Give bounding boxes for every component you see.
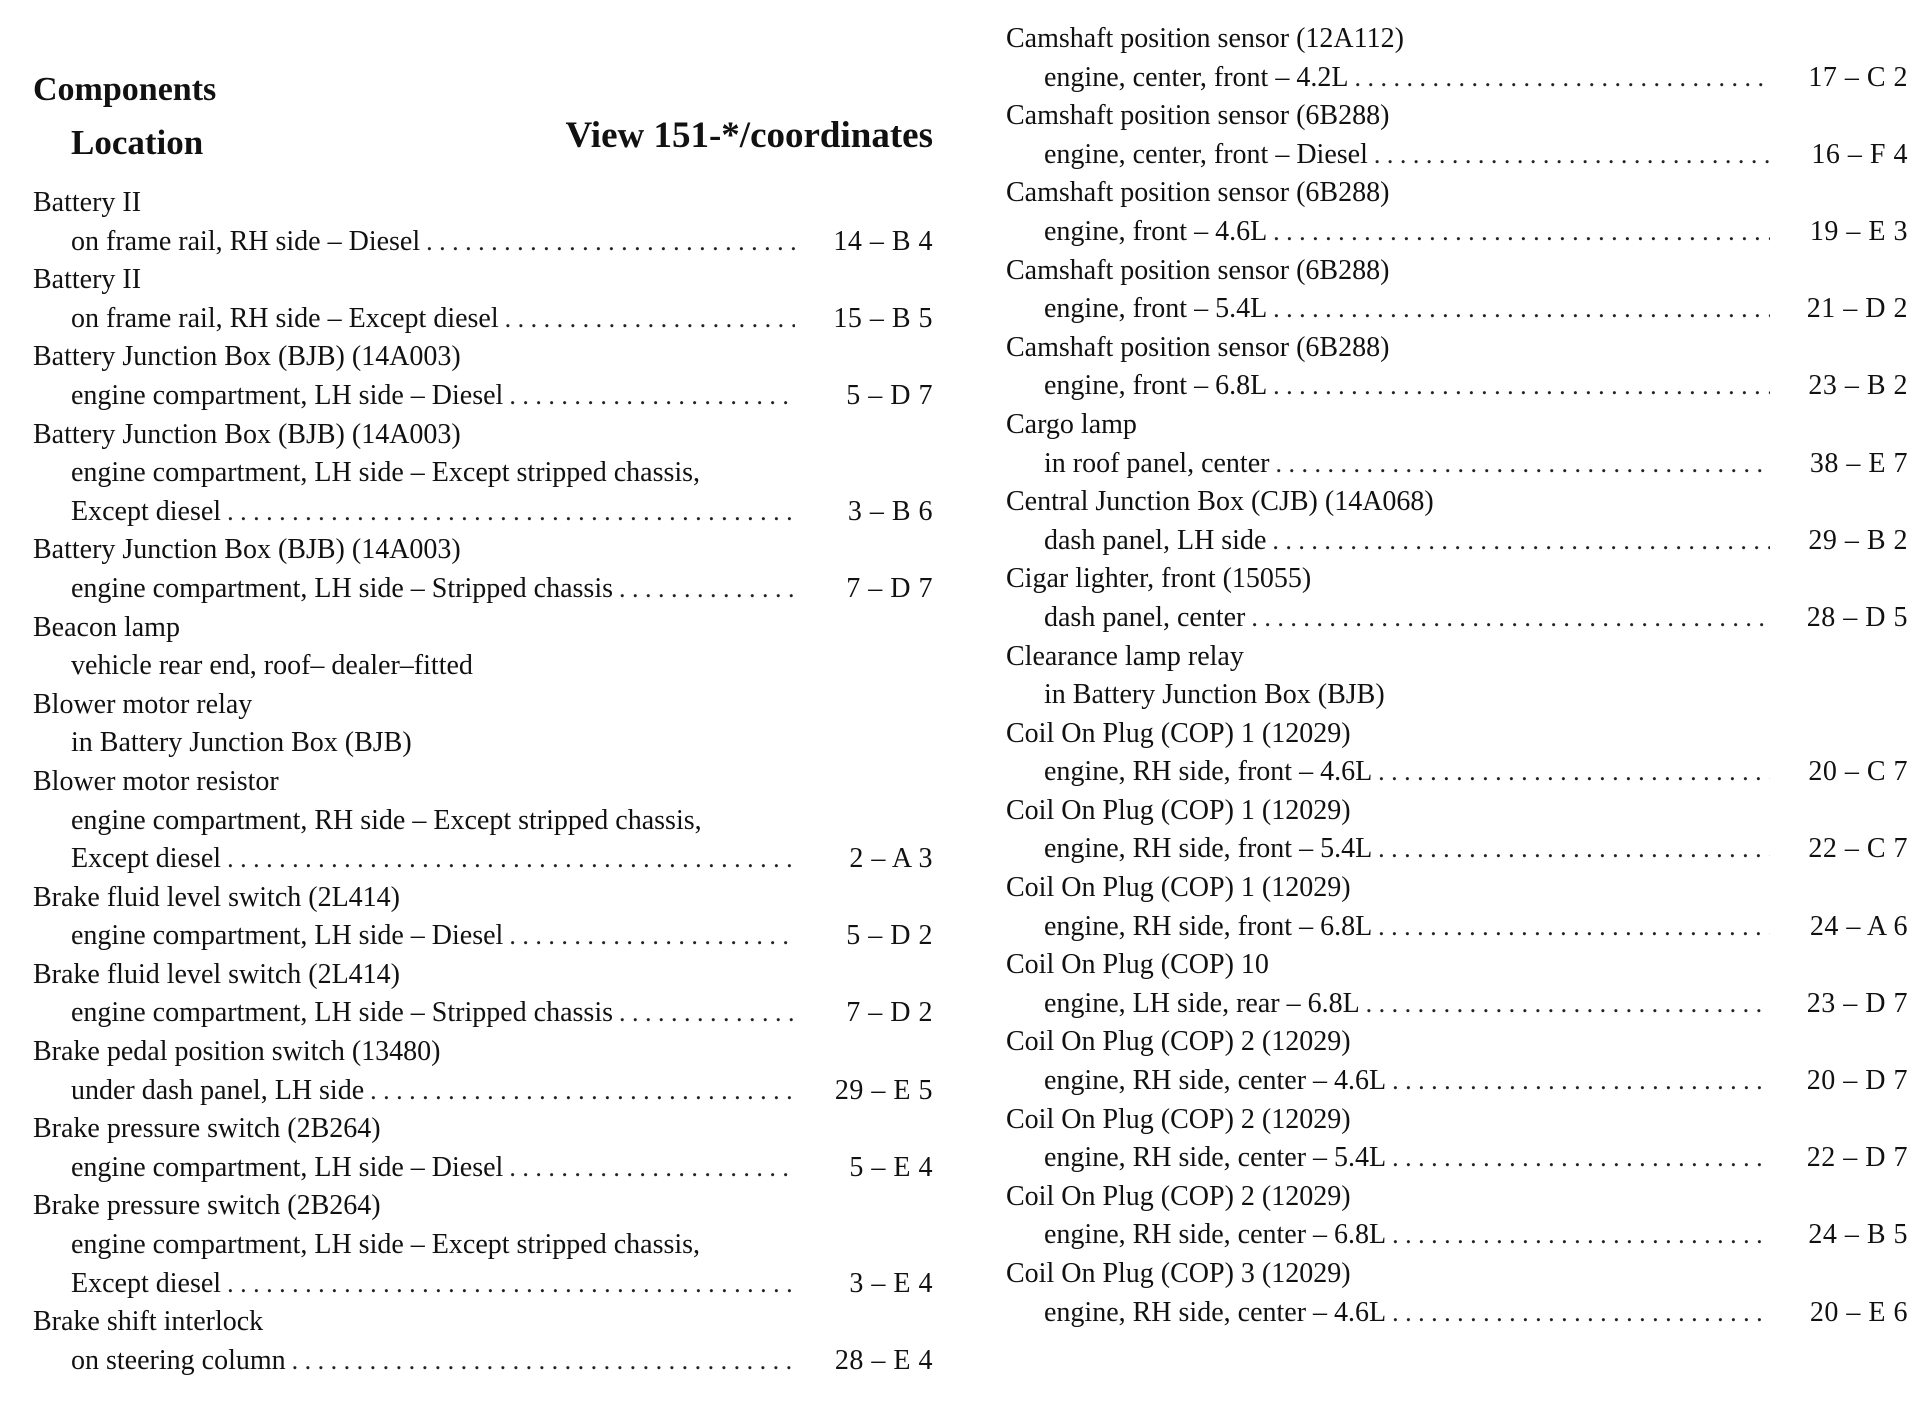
location-text: engine, LH side, rear – 6.8L xyxy=(1044,987,1360,1019)
view-coordinate: 28 – E 4 xyxy=(834,1344,933,1376)
location-text: engine, front – 6.8L xyxy=(1044,370,1268,402)
view-coordinate: 20 – C 7 xyxy=(1808,756,1908,788)
location-text: Except diesel xyxy=(71,1267,222,1299)
dot-leader xyxy=(292,1342,795,1381)
dot-leader xyxy=(227,1265,795,1304)
dot-leader xyxy=(1374,136,1770,175)
location-text: engine, RH side, center – 6.8L xyxy=(1044,1219,1387,1251)
dot-leader xyxy=(1378,830,1770,869)
location-line xyxy=(33,917,933,956)
index-entry xyxy=(1006,869,1908,946)
view-coordinate: 14 – B 4 xyxy=(833,225,933,257)
dot-leader xyxy=(227,493,795,532)
component-name: Coil On Plug (COP) 2 (12029) xyxy=(1006,1026,1351,1058)
location-line xyxy=(33,994,933,1033)
section-title: Components xyxy=(33,71,217,108)
view-coordinate: 15 – B 5 xyxy=(833,302,933,334)
view-coordinate: 3 – B 6 xyxy=(847,495,933,527)
view-coordinate: 5 – D 7 xyxy=(846,379,933,411)
dot-leader xyxy=(505,300,795,339)
location-text: engine, RH side, center – 4.6L xyxy=(1044,1296,1387,1328)
component-name: Camshaft position sensor (6B288) xyxy=(1006,331,1390,363)
location-line xyxy=(1006,1216,1908,1255)
component-name: Brake pedal position switch (13480) xyxy=(33,1036,441,1068)
view-coordinate: 2 – A 3 xyxy=(849,843,933,875)
dot-leader xyxy=(370,1072,795,1111)
view-coordinate: 3 – E 4 xyxy=(849,1267,933,1299)
component-name: Blower motor relay xyxy=(33,688,253,720)
dot-leader xyxy=(1273,367,1770,406)
view-coordinate: 5 – E 4 xyxy=(849,1151,933,1183)
component-name: Coil On Plug (COP) 2 (12029) xyxy=(1006,1180,1351,1212)
component-name: Coil On Plug (COP) 10 xyxy=(1006,949,1269,981)
index-entry xyxy=(1006,1178,1908,1255)
right-entry-list xyxy=(1006,20,1908,1332)
location-text: on steering column xyxy=(71,1344,286,1376)
component-name: Battery Junction Box (BJB) (14A003) xyxy=(33,341,461,373)
index-entry xyxy=(1006,792,1908,869)
location-line xyxy=(33,1265,933,1304)
view-coordinate: 20 – D 7 xyxy=(1806,1065,1908,1097)
dot-leader xyxy=(1272,522,1770,561)
view-coordinate: 24 – B 5 xyxy=(1808,1219,1908,1251)
index-entry xyxy=(1006,1255,1908,1332)
component-name: Battery II xyxy=(33,187,142,218)
location-line xyxy=(1006,445,1908,484)
view-coordinate: 24 – A 6 xyxy=(1809,910,1908,942)
index-entry xyxy=(1006,1101,1908,1178)
location-line xyxy=(1006,290,1908,329)
location-line xyxy=(33,1342,933,1381)
location-text: on frame rail, RH side – Diesel xyxy=(71,225,421,257)
location-line xyxy=(1006,753,1908,792)
component-name: Coil On Plug (COP) 1 (12029) xyxy=(1006,794,1351,826)
location-text: Except diesel xyxy=(71,843,222,875)
component-name: Coil On Plug (COP) 1 (12029) xyxy=(1006,872,1351,904)
index-entry xyxy=(33,338,933,415)
view-coordinates-heading: View 151-*/coordinates xyxy=(565,115,933,156)
location-text: engine compartment, LH side – Diesel xyxy=(71,379,504,411)
index-entry xyxy=(33,686,933,763)
view-coordinate: 17 – C 2 xyxy=(1808,61,1908,93)
dot-leader xyxy=(509,1149,795,1188)
component-name: Coil On Plug (COP) 1 (12029) xyxy=(1006,717,1351,749)
view-coordinate: 16 – F 4 xyxy=(1811,138,1908,170)
location-line xyxy=(1006,1062,1908,1101)
dot-leader xyxy=(1273,290,1770,329)
location-text: engine, RH side, center – 4.6L xyxy=(1044,1065,1387,1097)
index-entry xyxy=(1006,715,1908,792)
component-name: Battery II xyxy=(33,264,142,296)
location-line xyxy=(1006,599,1908,638)
index-entry xyxy=(33,1033,933,1110)
location-text: engine compartment, LH side – Diesel xyxy=(71,920,504,952)
index-entry xyxy=(33,1303,933,1380)
location-line: in Battery Junction Box (BJB) xyxy=(71,727,412,759)
index-entry xyxy=(1006,1023,1908,1100)
location-text: engine compartment, LH side – Stripped chassis xyxy=(71,572,613,604)
location-text: engine, center, front – Diesel xyxy=(1044,138,1368,170)
index-entry xyxy=(1006,406,1908,483)
view-coordinate: 7 – D 7 xyxy=(846,572,933,604)
location-heading: Location xyxy=(71,123,204,162)
location-line xyxy=(33,570,933,609)
component-name: Brake fluid level switch (2L414) xyxy=(33,958,401,990)
view-coordinate: 19 – E 3 xyxy=(1809,215,1908,247)
index-entry xyxy=(33,261,933,338)
index-entry xyxy=(1006,252,1908,329)
location-text: engine, RH side, front – 6.8L xyxy=(1044,910,1373,942)
location-text: engine, center, front – 4.2L xyxy=(1044,61,1349,93)
index-entry xyxy=(1006,20,1908,97)
location-text: under dash panel, LH side xyxy=(71,1074,365,1106)
dot-leader xyxy=(1251,599,1770,638)
location-line xyxy=(1006,908,1908,947)
view-coordinate: 28 – D 5 xyxy=(1806,601,1908,633)
component-name: Camshaft position sensor (12A112) xyxy=(1006,23,1404,54)
view-coordinate: 7 – D 2 xyxy=(846,997,933,1029)
index-entry xyxy=(1006,174,1908,251)
component-name: Camshaft position sensor (6B288) xyxy=(1006,100,1390,132)
location-text: engine, front – 5.4L xyxy=(1044,293,1268,325)
index-entry xyxy=(1006,560,1908,637)
component-name: Brake fluid level switch (2L414) xyxy=(33,881,401,913)
location-line: engine compartment, LH side – Except stripped chassis, xyxy=(71,457,701,489)
location-line: engine compartment, LH side – Except stripped chassis, xyxy=(71,1229,701,1261)
dot-leader xyxy=(509,377,795,416)
index-entry xyxy=(1006,483,1908,560)
view-coordinate: 38 – E 7 xyxy=(1809,447,1908,479)
view-coordinate: 22 – D 7 xyxy=(1806,1142,1908,1174)
component-name: Central Junction Box (CJB) (14A068) xyxy=(1006,486,1434,518)
view-coordinate: 23 – D 7 xyxy=(1806,987,1908,1019)
component-name: Coil On Plug (COP) 2 (12029) xyxy=(1006,1103,1351,1135)
view-coordinate: 21 – D 2 xyxy=(1806,293,1908,325)
dot-leader xyxy=(1392,1216,1770,1255)
component-name: Camshaft position sensor (6B288) xyxy=(1006,254,1390,286)
index-entry xyxy=(1006,329,1908,406)
component-name: Blower motor resistor xyxy=(33,765,279,797)
location-line xyxy=(1006,367,1908,406)
location-text: Except diesel xyxy=(71,495,222,527)
location-line: in Battery Junction Box (BJB) xyxy=(1044,679,1385,711)
component-name: Cigar lighter, front (15055) xyxy=(1006,563,1312,595)
dot-leader xyxy=(1354,59,1770,98)
dot-leader xyxy=(1273,213,1770,252)
location-text: dash panel, LH side xyxy=(1044,524,1267,556)
dot-leader xyxy=(1392,1062,1770,1101)
dot-leader xyxy=(509,917,795,956)
component-name: Battery Junction Box (BJB) (14A003) xyxy=(33,418,461,450)
location-text: on frame rail, RH side – Except diesel xyxy=(71,302,499,334)
view-coordinate: 5 – D 2 xyxy=(846,920,933,952)
location-line xyxy=(33,493,933,532)
location-text: engine, RH side, front – 4.6L xyxy=(1044,756,1373,788)
location-line xyxy=(1006,985,1908,1024)
location-line xyxy=(33,223,933,262)
dot-leader xyxy=(1392,1139,1770,1178)
location-text: engine compartment, LH side – Stripped chassis xyxy=(71,997,613,1029)
location-line xyxy=(33,377,933,416)
location-line xyxy=(33,1149,933,1188)
index-entry xyxy=(1006,97,1908,174)
component-name: Camshaft position sensor (6B288) xyxy=(1006,177,1390,209)
view-coordinate: 22 – C 7 xyxy=(1808,833,1908,865)
location-line xyxy=(1006,1139,1908,1178)
location-line xyxy=(1006,1294,1908,1333)
location-line xyxy=(33,1072,933,1111)
index-entry xyxy=(33,1110,933,1187)
location-line xyxy=(33,840,933,879)
index-entry xyxy=(33,531,933,608)
dot-leader xyxy=(619,994,795,1033)
dot-leader xyxy=(426,223,795,262)
component-name: Beacon lamp xyxy=(33,611,180,643)
index-entry xyxy=(1006,946,1908,1023)
index-entry xyxy=(33,609,933,686)
location-line xyxy=(1006,136,1908,175)
index-entry xyxy=(33,763,933,879)
view-coordinate: 29 – B 2 xyxy=(1808,524,1908,556)
location-text: in roof panel, center xyxy=(1044,447,1270,479)
location-line xyxy=(1006,522,1908,561)
index-entry xyxy=(33,956,933,1033)
index-entry xyxy=(33,184,933,261)
index-entry xyxy=(33,879,933,956)
component-name: Battery Junction Box (BJB) (14A003) xyxy=(33,534,461,566)
location-text: engine, RH side, front – 5.4L xyxy=(1044,833,1373,865)
component-name: Clearance lamp relay xyxy=(1006,640,1244,672)
location-text: engine, front – 4.6L xyxy=(1044,215,1268,247)
dot-leader xyxy=(1392,1294,1770,1333)
component-name: Brake pressure switch (2B264) xyxy=(33,1113,381,1145)
component-name: Brake pressure switch (2B264) xyxy=(33,1190,381,1222)
location-text: dash panel, center xyxy=(1044,601,1246,633)
index-entry xyxy=(33,1187,933,1303)
location-line xyxy=(33,300,933,339)
index-entry xyxy=(33,416,933,532)
index-entry xyxy=(1006,638,1908,715)
left-entry-list xyxy=(33,184,933,1380)
location-line xyxy=(1006,830,1908,869)
dot-leader xyxy=(1275,445,1770,484)
dot-leader xyxy=(1366,985,1770,1024)
location-text: engine compartment, LH side – Diesel xyxy=(71,1151,504,1183)
location-line: engine compartment, RH side – Except stripped chassis, xyxy=(71,804,702,836)
dot-leader xyxy=(1378,908,1770,947)
component-name: Cargo lamp xyxy=(1006,408,1137,440)
location-line xyxy=(1006,59,1908,98)
view-coordinate: 29 – E 5 xyxy=(834,1074,933,1106)
dot-leader xyxy=(227,840,795,879)
component-name: Brake shift interlock xyxy=(33,1306,264,1338)
location-line: vehicle rear end, roof– dealer–fitted xyxy=(71,650,473,682)
location-line xyxy=(1006,213,1908,252)
component-name: Coil On Plug (COP) 3 (12029) xyxy=(1006,1258,1351,1289)
view-coordinate: 23 – B 2 xyxy=(1808,370,1908,402)
dot-leader xyxy=(619,570,795,609)
view-coordinate: 20 – E 6 xyxy=(1809,1296,1908,1328)
location-text: engine, RH side, center – 5.4L xyxy=(1044,1142,1387,1174)
dot-leader xyxy=(1378,753,1770,792)
